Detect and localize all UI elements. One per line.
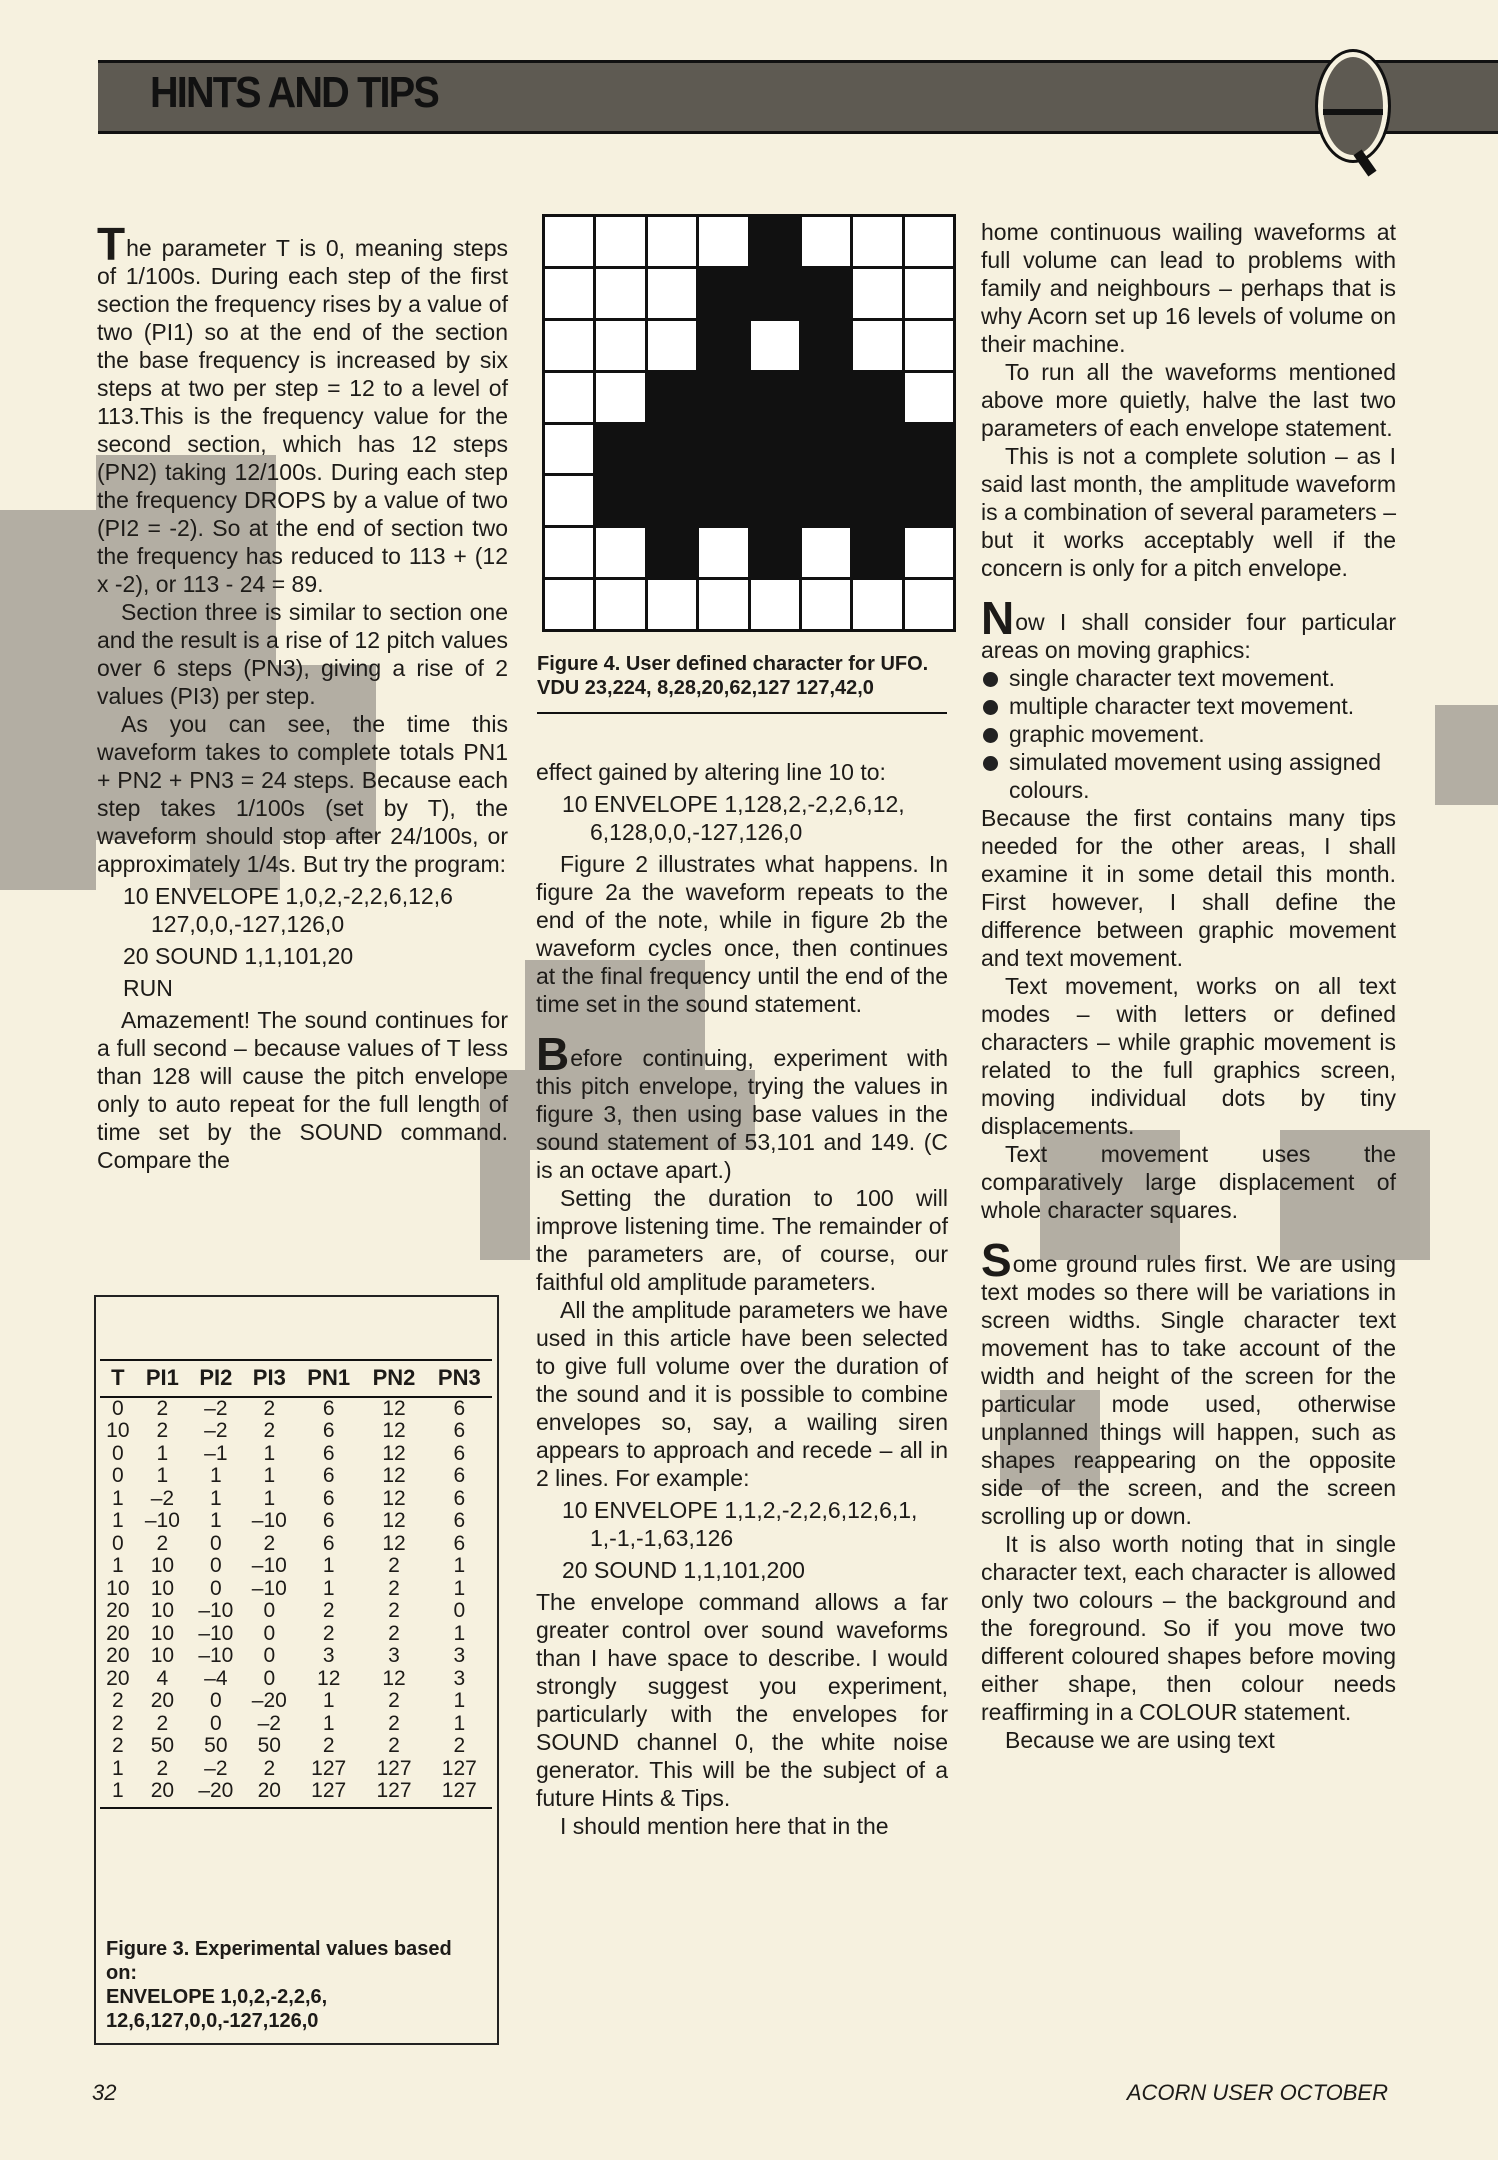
grid-cell-empty [596, 269, 644, 318]
table-cell: 6 [453, 1396, 466, 1420]
table-cell: 20 [150, 1689, 175, 1712]
table-cell: –20 [189, 1780, 242, 1808]
table-cell: 0 [111, 1441, 124, 1465]
table-cell: 6 [322, 1464, 335, 1487]
table-cell: –4 [204, 1666, 228, 1690]
grid-cell-empty [545, 269, 593, 318]
table-cell: 1 [453, 1576, 466, 1600]
table-cell: 50 [150, 1734, 175, 1757]
table-cell: 127 [427, 1780, 492, 1808]
table-cell: 1 [210, 1486, 222, 1510]
grid-cell-filled [853, 425, 901, 474]
table-cell: 12 [382, 1419, 406, 1442]
table-cell: 12 [382, 1531, 406, 1555]
magazine-footer: ACORN USER OCTOBER [1126, 2080, 1388, 2105]
table-row [100, 1397, 492, 1421]
page-number: 32 [92, 2080, 117, 2105]
grid-cell-empty [853, 580, 901, 629]
table-cell: 1 [263, 1441, 276, 1465]
table-cell: 10 [106, 1576, 130, 1600]
table-cell: 127 [441, 1756, 477, 1780]
grid-cell-empty [905, 321, 953, 370]
table-cell: 2 [322, 1734, 335, 1757]
table-cell: 10 [150, 1621, 175, 1645]
code-line: RUN [123, 975, 173, 1001]
table-cell: 2 [111, 1734, 124, 1757]
table-cell: 127 [376, 1756, 412, 1780]
grid-cell-filled [751, 425, 799, 474]
table-cell: –2 [257, 1711, 281, 1735]
table-cell: 6 [322, 1531, 335, 1555]
table-cell: 50 [257, 1734, 281, 1757]
grid-cell-filled [751, 528, 799, 577]
grid-cell-filled [648, 528, 696, 577]
grid-cell-filled [751, 217, 799, 266]
paragraph-text: efore continuing, experiment with this pitch envelope, trying the values in figure 3, then using base values in the sound statement of 53,101 and 149. (C is an octave apart.) [536, 1045, 948, 1183]
table-cell: –1 [204, 1441, 228, 1465]
table-row [100, 1488, 492, 1511]
table-cell: 0 [263, 1599, 276, 1622]
paragraph: Because we are using text [1005, 1727, 1275, 1753]
table-cell: 1 [263, 1486, 276, 1510]
grid-cell-filled [648, 476, 696, 525]
code-line: 10 ENVELOPE 1,1,2,-2,2,6,12,6,1, [562, 1497, 918, 1523]
paragraph: The envelope command allows a far greater control over sound waveforms than I have space to describe. I would strongly suggest you experiment, particularly with the envelopes for SOUND channel 0, the white noise generator. This will be the subject of a future Hints & Tips. [536, 1589, 948, 1811]
paragraph: This is not a complete solution – as I said last month, the amplitude waveform is a combination of several parameters – but it works acceptably well if the concern is only for a pitch envelope. [981, 443, 1396, 581]
table-cell: 2 [263, 1419, 276, 1442]
grid-cell-empty [596, 373, 644, 422]
paragraph: It is also worth noting that in single character text, each character is allowed only two colours – the background and the foreground. So if you move two different coloured shapes before moving either shape, then colour needs reaffirming in a COLOUR statement. [981, 1531, 1396, 1725]
column-header: PI1 [136, 1360, 189, 1397]
column-header: PI2 [189, 1360, 242, 1397]
grid-cell-empty [596, 321, 644, 370]
code-listing [123, 974, 508, 1002]
grid-cell-filled [853, 476, 901, 525]
paragraph: Because the first contains many tips needed for the other areas, I shall examine it in some detail this month. First however, I shall define the difference between graphic movement and text movement. [981, 805, 1396, 971]
table-cell: 2 [263, 1396, 276, 1420]
grid-cell-filled [802, 425, 850, 474]
table-cell: –2 [204, 1396, 228, 1420]
table-cell: 0 [210, 1576, 222, 1600]
column-header: T [100, 1360, 136, 1397]
table-cell: 6 [453, 1486, 466, 1510]
table-cell: 2 [322, 1621, 335, 1645]
grid-cell-filled [853, 373, 901, 422]
article-column-2 [536, 758, 948, 1840]
ufo-character-grid [542, 214, 956, 632]
table-cell: 1 [210, 1509, 222, 1532]
table-cell: 0 [111, 1464, 124, 1487]
table-cell: 2 [388, 1711, 400, 1735]
grid-cell-empty [699, 528, 747, 577]
table-cell: 6 [322, 1419, 335, 1442]
table-cell: –2 [204, 1756, 228, 1780]
table-cell: 3 [388, 1644, 400, 1667]
table-cell: 1 [111, 1486, 124, 1510]
table-cell: 2 [111, 1689, 124, 1712]
figure-3-caption-line: 12,6,127,0,0,-127,126,0 [106, 2010, 319, 2032]
drop-cap: T [97, 218, 126, 270]
table-cell: 12 [382, 1464, 406, 1487]
table-cell: 0 [210, 1554, 222, 1577]
table-cell: 0 [111, 1396, 124, 1420]
table-cell: 2 [156, 1531, 169, 1555]
grid-cell-filled [853, 528, 901, 577]
table-cell: 3 [453, 1666, 466, 1690]
table-cell: 1 [156, 1441, 169, 1465]
grid-cell-filled [802, 373, 850, 422]
table-cell: 0 [210, 1711, 222, 1735]
table-cell: 1 [453, 1621, 466, 1645]
figure-4-caption: Figure 4. User defined character for UFO. VDU 23,224, 8,28,20,62,127 127,42,0 [537, 652, 947, 714]
table-cell: 1 [322, 1689, 335, 1712]
grid-cell-filled [905, 476, 953, 525]
code-line: 1,-1,-1,63,126 [590, 1525, 734, 1551]
table-cell: –10 [251, 1554, 287, 1577]
paragraph: Figure 2 illustrates what happens. In figure 2a the waveform repeats to the end of the note, while in figure 2b the waveform cycles once, then continues at the final frequency until the end of the time set in the sound statement. [536, 851, 948, 1017]
article-column-1 [97, 208, 508, 1174]
table-row [100, 1645, 492, 1668]
table-cell: 0 [263, 1644, 276, 1667]
table-cell: 1 [263, 1464, 276, 1487]
table-cell: 10 [150, 1599, 175, 1622]
paragraph: I should mention here that in the [560, 1813, 889, 1839]
table-cell: 2 [388, 1734, 400, 1757]
paragraph: Text movement, works on all text modes – with letters or defined characters – while graphic movement is related to the full graphics screen, moving individual dots by tiny displacements. [981, 973, 1396, 1139]
table-cell: 2 [263, 1756, 276, 1780]
table-cell: 1 [111, 1756, 124, 1780]
table-cell: 10 [150, 1576, 175, 1600]
table-row [100, 1420, 492, 1443]
table-cell: –10 [251, 1509, 287, 1532]
grid-cell-filled [802, 269, 850, 318]
table-row [100, 1600, 492, 1623]
ghost-ufo-block [0, 510, 96, 890]
table-cell: 1 [453, 1711, 466, 1735]
table-row [100, 1668, 492, 1691]
grid-cell-empty [853, 321, 901, 370]
table-row [100, 1510, 492, 1533]
table-cell: 20 [106, 1644, 130, 1667]
table-cell: 6 [322, 1441, 335, 1465]
grid-cell-empty [545, 580, 593, 629]
paragraph: As you can see, the time this waveform takes to complete totals PN1 + PN2 + PN3 = 24 steps. Because each step takes 1/100s (set by T), the waveform should stop after 24/100s, or approximately 1/4s. But try the program: [97, 711, 508, 877]
table-row [100, 1443, 492, 1466]
grid-cell-filled [802, 321, 850, 370]
table-cell: 6 [453, 1509, 466, 1532]
table-row [100, 1465, 492, 1488]
grid-cell-empty [802, 528, 850, 577]
grid-cell-empty [802, 217, 850, 266]
table-cell: 2 [388, 1599, 400, 1622]
table-cell: 50 [204, 1734, 228, 1757]
table-cell: –20 [251, 1689, 287, 1712]
table-cell: 1 [100, 1780, 136, 1808]
table-cell: 2 [111, 1711, 124, 1735]
table-cell: 12 [382, 1441, 406, 1465]
code-line: 127,0,0,-127,126,0 [151, 911, 345, 937]
code-listing [562, 1496, 948, 1552]
table-cell: –10 [198, 1621, 234, 1645]
table-cell: 2 [263, 1531, 276, 1555]
grid-cell-empty [596, 528, 644, 577]
q-logo-icon [1318, 52, 1388, 160]
table-cell: 20 [243, 1780, 296, 1808]
table-cell: 1 [322, 1554, 335, 1577]
table-cell: 6 [322, 1509, 335, 1532]
code-listing [123, 882, 508, 938]
grid-cell-empty [751, 321, 799, 370]
table-cell: 2 [388, 1621, 400, 1645]
column-header: PN3 [427, 1360, 492, 1397]
table-cell: –10 [251, 1576, 287, 1600]
table-cell: –10 [144, 1509, 180, 1532]
table-cell: 4 [156, 1666, 169, 1690]
section-title: HINTS AND TIPS [150, 68, 438, 117]
q-logo-tail [1353, 149, 1376, 176]
table-row [100, 1555, 492, 1578]
figure-3-caption-line: ENVELOPE 1,0,2,-2,2,6, [106, 1986, 328, 2008]
table-cell: 20 [136, 1780, 189, 1808]
grid-cell-filled [699, 321, 747, 370]
drop-cap-paragraph [981, 1234, 1396, 1530]
drop-cap: B [536, 1028, 570, 1080]
table-cell: 1 [156, 1464, 169, 1487]
grid-cell-empty [545, 373, 593, 422]
table-cell: 2 [156, 1419, 169, 1442]
grid-cell-empty [545, 425, 593, 474]
table-row [100, 1578, 492, 1601]
paragraph: All the amplitude parameters we have used in this article have been selected to give full volume over the duration of the sound and it is possible to combine envelopes so, say, a wailing siren appears to approach and recede – all in 2 lines. For example: [536, 1297, 948, 1491]
table-cell: 2 [453, 1734, 466, 1757]
table-cell: –10 [198, 1644, 234, 1667]
paragraph-text: he parameter T is 0, meaning steps of 1/100s. During each step of the first section the frequency rises by a value of two (PI1) so at the end of the section the base frequency is increased by six steps at two per step = 12 to a level of 113.This is the frequency value for the second section, which has 12 steps (PN2) taking 12/100s. During each step the frequency DROPS by a value of two (PI2 = -2). So at the end of section two the frequency has reduced to 113 + (12 x -2), or 113 - 24 = 89. [97, 235, 508, 597]
table-row [100, 1780, 492, 1808]
figure-3-caption [106, 1937, 486, 2033]
drop-cap-paragraph [981, 592, 1396, 664]
table-cell: 2 [322, 1599, 335, 1622]
paragraph: Text movement uses the comparatively large displacement of whole character squares. [981, 1141, 1396, 1223]
table-cell: 10 [150, 1644, 175, 1667]
grid-cell-empty [699, 580, 747, 629]
drop-cap-paragraph [536, 1028, 948, 1184]
grid-cell-filled [905, 425, 953, 474]
table-row [100, 1713, 492, 1736]
code-line: 10 ENVELOPE 1,0,2,-2,2,6,12,6 [123, 883, 453, 909]
bullet-item: multiple character text movement. [981, 692, 1396, 720]
table-cell: 2 [388, 1554, 400, 1577]
bullet-item: simulated movement using assigned colours. [981, 748, 1396, 804]
table-cell: –10 [198, 1599, 234, 1622]
grid-cell-filled [751, 476, 799, 525]
paragraph: home continuous wailing waveforms at full volume can lead to problems with family and neighbours – perhaps that is why Acorn set up 16 levels of volume on their machine. [981, 219, 1396, 357]
paragraph: Setting the duration to 100 will improve listening time. The remainder of the parameters are, of course, our faithful old amplitude parameters. [536, 1185, 948, 1295]
column-header: PN2 [361, 1360, 426, 1397]
ghost-ufo-block [1435, 705, 1498, 805]
grid-cell-empty [545, 476, 593, 525]
table-row [100, 1690, 492, 1713]
table-cell: 6 [322, 1396, 335, 1420]
table-cell: 1 [111, 1509, 124, 1532]
table-cell: 2 [156, 1711, 169, 1735]
table-row [100, 1623, 492, 1646]
table-cell: 1 [210, 1464, 222, 1487]
table-cell: 10 [150, 1554, 175, 1577]
table-row [100, 1533, 492, 1556]
paragraph-text: ome ground rules first. We are using text modes so there will be variations in screen widths. Single character text movement has to take account of the width and height of the screen for the particular mode used, otherwise unplanned things will happen, such as shapes reappearing on the opposite side of the screen, and the screen scrolling up or down. [981, 1251, 1396, 1529]
grid-cell-empty [905, 217, 953, 266]
table-cell: 6 [322, 1486, 335, 1510]
table-cell: 2 [156, 1756, 169, 1780]
table-row [100, 1758, 492, 1781]
table-cell: 1 [453, 1689, 466, 1712]
code-listing [562, 790, 948, 846]
grid-cell-empty [648, 321, 696, 370]
table-cell: 0 [111, 1531, 124, 1555]
grid-cell-empty [545, 217, 593, 266]
table-cell: 3 [453, 1644, 466, 1667]
figure-3-table-box [94, 1295, 499, 2045]
table-cell: –2 [204, 1419, 228, 1442]
code-line: 10 ENVELOPE 1,128,2,-2,2,6,12, [562, 791, 905, 817]
table-cell: 2 [388, 1689, 400, 1712]
table-cell: 2 [156, 1396, 169, 1420]
table-cell: 6 [453, 1441, 466, 1465]
grid-cell-filled [596, 425, 644, 474]
grid-cell-empty [853, 217, 901, 266]
grid-cell-filled [699, 425, 747, 474]
grid-cell-filled [699, 373, 747, 422]
table-cell: 12 [382, 1509, 406, 1532]
paragraph: effect gained by altering line 10 to: [536, 759, 886, 785]
grid-cell-filled [596, 476, 644, 525]
figure-3-caption-line: Figure 3. Experimental values based on: [106, 1938, 452, 1984]
grid-cell-empty [648, 269, 696, 318]
grid-cell-empty [905, 373, 953, 422]
code-listing [562, 1556, 948, 1584]
column-header: PN1 [296, 1360, 361, 1397]
grid-cell-filled [699, 476, 747, 525]
code-line: 6,128,0,0,-127,126,0 [590, 819, 803, 845]
grid-cell-empty [853, 269, 901, 318]
drop-cap: S [981, 1234, 1012, 1286]
table-cell: –2 [150, 1486, 175, 1510]
table-cell: 1 [322, 1711, 335, 1735]
grid-cell-empty [648, 217, 696, 266]
grid-cell-empty [596, 580, 644, 629]
grid-cell-filled [648, 373, 696, 422]
table-cell: 0 [210, 1689, 222, 1712]
grid-cell-empty [648, 580, 696, 629]
drop-cap: N [981, 592, 1015, 644]
grid-cell-filled [751, 269, 799, 318]
grid-cell-empty [802, 580, 850, 629]
grid-cell-empty [751, 580, 799, 629]
table-cell: 12 [382, 1486, 406, 1510]
table-cell: 20 [106, 1621, 130, 1645]
table-header-row [100, 1360, 492, 1397]
grid-cell-filled [648, 425, 696, 474]
code-line: 20 SOUND 1,1,101,20 [123, 943, 354, 969]
paragraph: Section three is similar to section one and the result is a rise of 12 pitch values over 6 steps (PN3), giving a rise of 2 values (PI3) per step. [97, 599, 508, 709]
table-cell: 20 [106, 1599, 130, 1622]
bullet-item: graphic movement. [981, 720, 1396, 748]
table-cell: 12 [382, 1396, 406, 1420]
table-cell: 0 [263, 1621, 276, 1645]
table-cell: 0 [453, 1599, 466, 1622]
table-row [100, 1735, 492, 1758]
drop-cap-paragraph [97, 218, 508, 598]
grid-cell-empty [596, 217, 644, 266]
grid-cell-filled [751, 373, 799, 422]
table-cell: 20 [106, 1666, 130, 1690]
article-column-3 [981, 218, 1396, 1754]
grid-cell-filled [699, 269, 747, 318]
paragraph: To run all the waveforms mentioned above more quietly, halve the last two parameters of each envelope statement. [981, 359, 1396, 441]
table-cell: 0 [263, 1666, 276, 1690]
figure-3-table [100, 1359, 492, 1809]
table-cell: 2 [388, 1576, 400, 1600]
table-cell: 1 [453, 1554, 466, 1577]
table-cell: 6 [453, 1531, 466, 1555]
code-line: 20 SOUND 1,1,101,200 [562, 1557, 805, 1583]
table-cell: 1 [111, 1554, 124, 1577]
grid-cell-empty [905, 580, 953, 629]
table-cell: 12 [382, 1666, 406, 1690]
column-header: PI3 [243, 1360, 296, 1397]
table-cell: 3 [322, 1644, 335, 1667]
code-listing [123, 942, 508, 970]
grid-cell-empty [545, 528, 593, 577]
bullet-item: single character text movement. [981, 664, 1396, 692]
table-cell: 12 [317, 1666, 341, 1690]
grid-cell-empty [545, 321, 593, 370]
paragraph-text: ow I shall consider four particular areas on moving graphics: [981, 609, 1396, 663]
grid-cell-empty [699, 217, 747, 266]
table-cell: 1 [322, 1576, 335, 1600]
grid-cell-empty [905, 528, 953, 577]
grid-cell-empty [905, 269, 953, 318]
table-cell: 6 [453, 1464, 466, 1487]
table-cell: 10 [106, 1419, 130, 1442]
table-cell: 6 [453, 1419, 466, 1442]
paragraph: Amazement! The sound continues for a full second – because values of T less than 128 will cause the pitch envelope only to auto repeat for the full length of time set by the SOUND command. Compare the [97, 1007, 508, 1173]
table-cell: 0 [210, 1531, 222, 1555]
table-cell: 127 [361, 1780, 426, 1808]
grid-cell-filled [802, 476, 850, 525]
table-cell: 127 [296, 1780, 361, 1808]
table-cell: 127 [311, 1756, 347, 1780]
